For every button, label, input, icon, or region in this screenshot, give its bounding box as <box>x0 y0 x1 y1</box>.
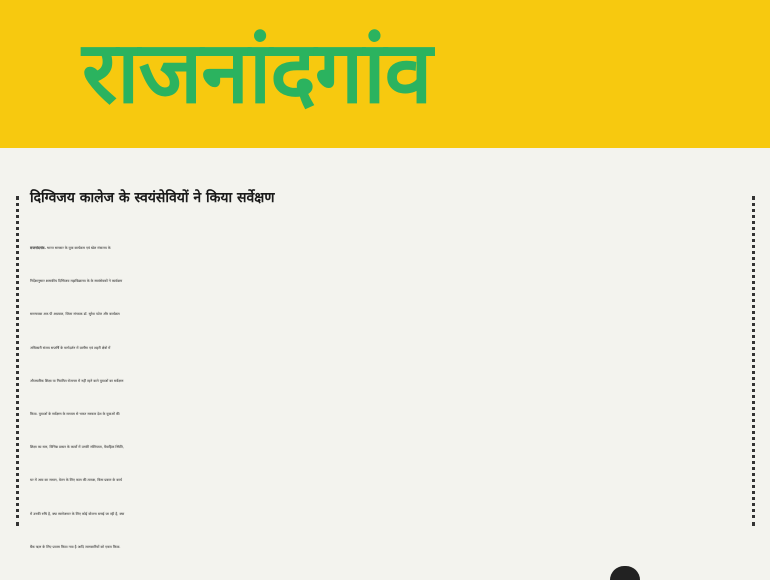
article-dateline: राजनांदगांव. <box>30 246 46 250</box>
article-body <box>30 232 750 564</box>
article-line: अधिकारी संजय सप्तर्षि के मार्गदर्शन में ग्रामीण एवं शहरी क्षेत्रो में <box>30 345 111 350</box>
section-banner <box>0 0 770 148</box>
column-rule-right <box>752 196 755 526</box>
article-line: औपचारिक शिक्षा या नियमित रोजगार में नहीं रहने वाले युवाओं का सर्वेक्षण <box>30 378 124 383</box>
article-line-text: भारत सरकार के युवा कार्यक्रम एवं खेल मंत्रालय के <box>45 246 111 250</box>
article-line: समन्वयक आर.पी अग्रवाल, जिला संगठक डॉ. सुरेश पटेल और कार्यक्रम <box>30 312 120 317</box>
column-rule-left <box>16 196 19 526</box>
article-line <box>30 232 750 265</box>
article-line: घर में आय का साधन, वेतन के लिए काम की तलाश, किस प्रकार के कार्य <box>30 478 122 483</box>
section-title: राजनांदगांव <box>82 23 432 123</box>
article-line: किया. युवाओं के सर्वेक्षण के माध्यम से भारत सरकार देश के युवाओं की <box>30 412 120 417</box>
article-line: बैंक ऋण के लिए प्रयास किया गया है आदि जानकारियों को एकत्र किया. <box>30 544 121 549</box>
article-line: शिक्षा का स्तर, विभिन्न प्रकार के कार्यो में उनकी संलिप्तता, वैवाहिक स्थिति, <box>30 445 124 450</box>
article-line: निर्देशानुसार शासकीय दिग्विजय महाविद्यालय के के स्वयंसेवकों ने कार्यक्रम <box>30 279 123 284</box>
article-headline: दिग्विजय कालेज के स्वयंसेवियों ने किया सर्वेक्षण <box>30 190 275 206</box>
article-line: में उनकी रुचि है, क्या स्वरोजगार के लिए कोई योजना बनाई जा रही है, क्या <box>30 511 125 516</box>
